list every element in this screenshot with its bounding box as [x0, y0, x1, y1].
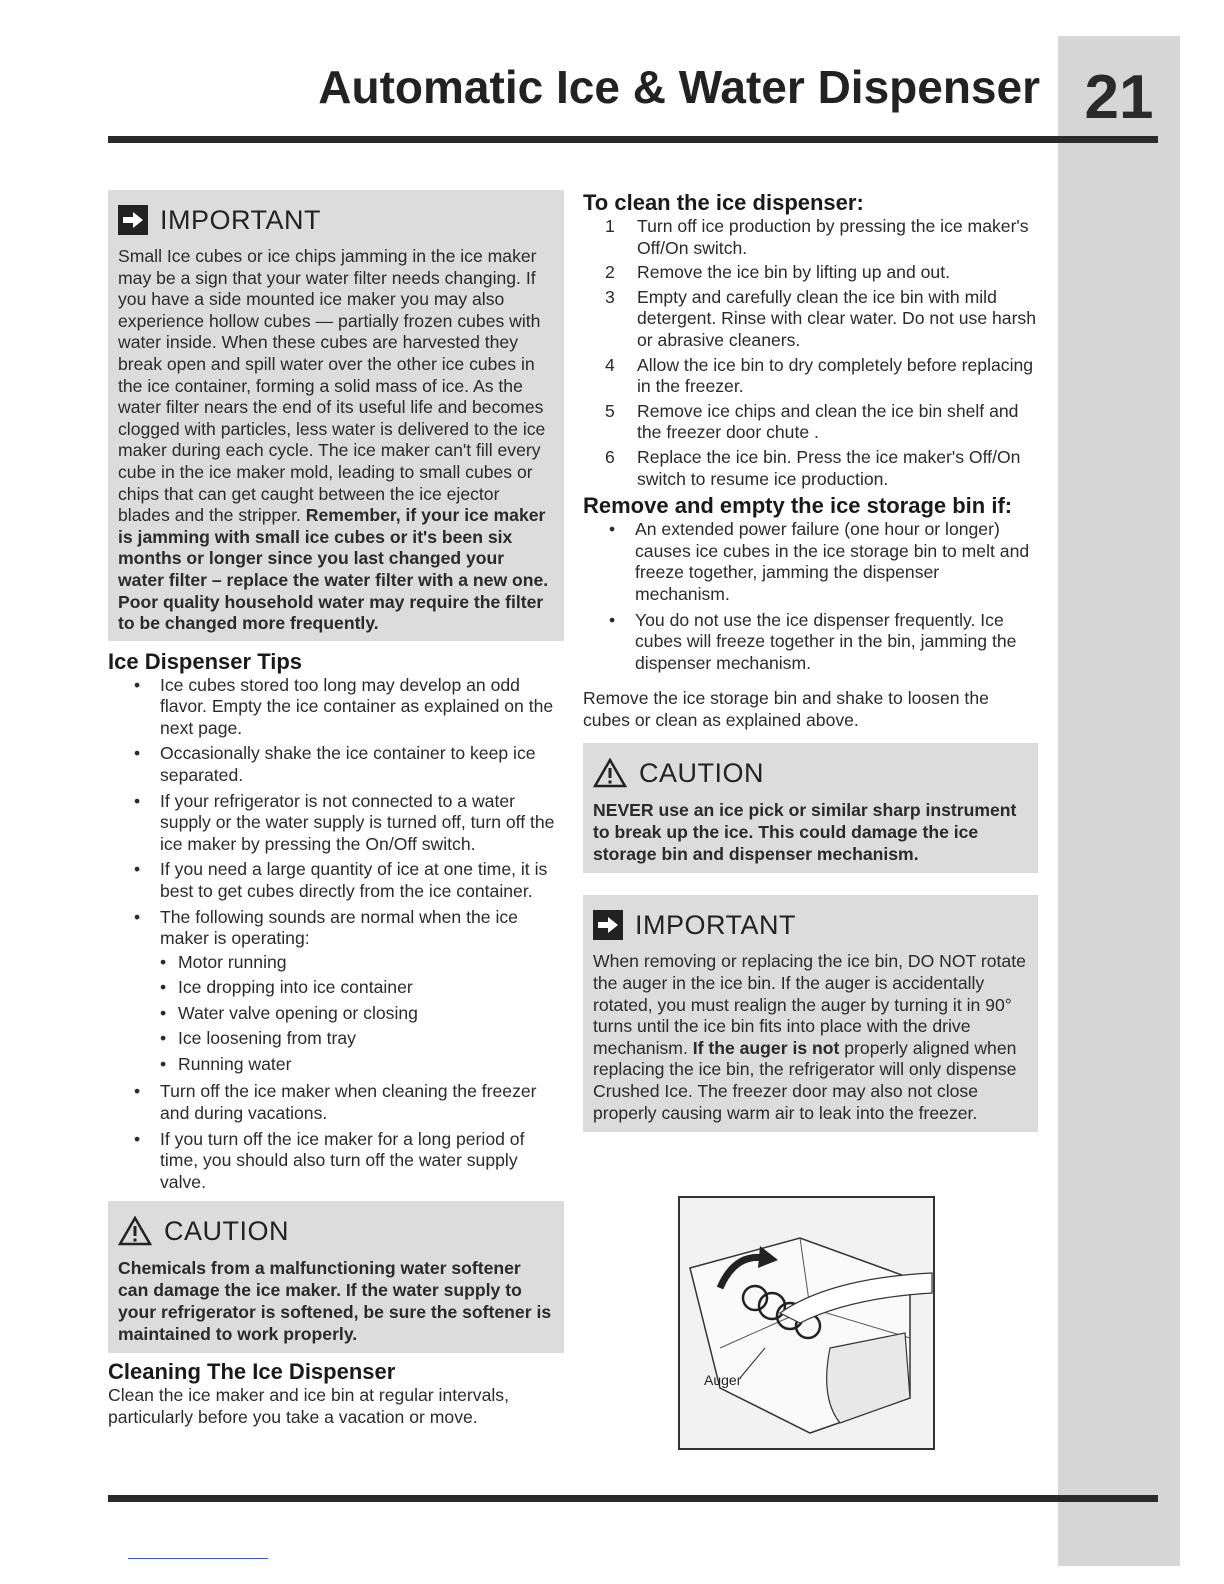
important-box-2-header: [593, 901, 1028, 949]
list-item: • Water valve opening or closing: [160, 1001, 564, 1027]
caution-label: CAUTION: [639, 757, 764, 788]
important-label: IMPORTANT: [635, 909, 797, 940]
warning-icon: [118, 1216, 152, 1246]
important-box-1: [108, 190, 564, 641]
important-box-2-text: When removing or replacing the ice bin, DO NOT rotate the auger in the ice bin. If the auger is accidentally rotated, you must realign the auger by turning it in 90° turns until the ice bin fits into place with the drive mechanism. If the auger is not properly aligned when replacing the ice bin, the refrigerator will only dispense Crushed Ice. The freezer door may also not close properly causing warm air to leak into the freezer.: [593, 951, 1026, 1123]
page-title: Automatic Ice & Water Dispenser: [318, 61, 1040, 113]
list-item: 3 Empty and carefully clean the ice bin with mild detergent. Rinse with clear water. Do not use harsh or abrasive cleaners.: [605, 286, 1037, 350]
cleaning-heading: Cleaning The Ice Dispenser: [108, 1359, 396, 1385]
tips-list: [108, 675, 564, 1194]
list-item: • If you need a large quantity of ice at one time, it is best to get cubes directly from the ice container.: [134, 859, 564, 902]
auger-label: Auger: [704, 1372, 742, 1388]
list-item: 6 Replace the ice bin. Press the ice maker's Off/On switch to resume ice production.: [605, 446, 1021, 489]
list-item: 1 Turn off ice production by pressing the ice maker's Off/On switch.: [605, 216, 1029, 258]
caution-box-1: [108, 1201, 564, 1353]
list-item: • Turn off the ice maker when cleaning the freezer and during vacations.: [134, 1081, 564, 1124]
list-item: 4 Allow the ice bin to dry completely before replacing in the freezer.: [605, 354, 1034, 397]
remove-bin-heading: Remove and empty the ice storage bin if:: [583, 493, 1013, 519]
arrow-right-icon: [593, 910, 623, 940]
list-item: • If your refrigerator is not connected to a water supply or the water supply is turned off, turn off the ice maker by pressing the On/Off switch.: [134, 791, 564, 856]
warning-icon: [593, 758, 627, 788]
remove-bin-list: [583, 519, 1038, 674]
cleaning-text: Clean the ice maker and ice bin at regular intervals, particularly before you take a vacation or move.: [108, 1385, 509, 1427]
top-rule: [108, 136, 1158, 143]
list-item: • Running water: [160, 1052, 564, 1078]
list-item: 2 Remove the ice bin by lifting up and out.: [605, 262, 950, 283]
caution-box-1-text: Chemicals from a malfunctioning water softener can damage the ice maker. If the water supply to your refrigerator is softened, be sure the softener is maintained to work properly.: [118, 1258, 552, 1345]
auger-illustration: [678, 1196, 935, 1450]
important-box-1-header: [118, 196, 554, 244]
caution-box-2-text: NEVER use an ice pick or similar sharp instrument to break up the ice. This could damage the ice storage bin and dispenser mechanism.: [593, 800, 1017, 865]
arrow-right-icon: [118, 205, 148, 235]
page-number: 21: [1084, 63, 1154, 132]
caution-box-2: [583, 743, 1038, 873]
list-item: • Ice loosening from tray: [160, 1026, 564, 1052]
caution-box-1-header: [118, 1207, 554, 1255]
list-item: • Motor running: [160, 950, 564, 976]
important-box-1-text: Small Ice cubes or ice chips jamming in the ice maker may be a sign that your water filter needs changing. If you have a side mounted ice maker you may also experience hollow cubes — partially frozen cubes with water inside. When these cubes are harvested they break open and spill water over the other ice cubes in the ice container, forming a solid mass of ice. As the water filter nears the end of its useful life and becomes clogged with particles, less water is delivered to the ice maker during each cycle. The ice maker can't fill every cube in the ice maker mold, leading to small cubes or chips that can get caught between the ice ejector blades and the stripper. Remember, if your ice maker is jamming with small ice cubes or it's been six months or longer since you last changed your water filter – replace the water filter with a new one. Poor quality household water may require the filter to be changed more frequently.: [118, 246, 549, 634]
sounds-list: [160, 950, 564, 1078]
list-item: • Occasionally shake the ice container to keep ice separated.: [134, 743, 564, 786]
list-item: 5 Remove ice chips and clean the ice bin shelf and the freezer door chute .: [605, 400, 1019, 443]
list-item: • The following sounds are normal when the ice maker is operating: • Motor running • Ice dropping into ice container • Water valve opening or closing • Ice loosening from tray • Running water: [134, 907, 564, 1078]
important-box-2: [583, 895, 1038, 1132]
left-column: [108, 190, 564, 1428]
list-item: • You do not use the ice dispenser frequently. Ice cubes will freeze together in the bin, jamming the dispenser mechanism.: [609, 610, 1038, 675]
bottom-rule: [108, 1495, 1158, 1502]
caution-label: CAUTION: [164, 1215, 289, 1246]
list-item: • Ice dropping into ice container: [160, 975, 564, 1001]
clean-steps-list: [583, 216, 1038, 490]
caution-box-2-header: [593, 749, 1028, 797]
list-item: • An extended power failure (one hour or longer) causes ice cubes in the ice storage bin to melt and freeze together, jamming the dispenser mechanism.: [609, 519, 1038, 605]
tips-heading: Ice Dispenser Tips: [108, 648, 303, 674]
right-column: [583, 190, 1038, 1132]
page-side-tab: [1058, 36, 1180, 1566]
list-item: • If you turn off the ice maker for a long period of time, you should also turn off the water supply valve.: [134, 1129, 564, 1194]
footer-line: [128, 1558, 268, 1559]
remove-bin-after: Remove the ice storage bin and shake to loosen the cubes or clean as explained above.: [583, 688, 989, 730]
important-box-1-bold: Remember, if your ice maker is jamming with small ice cubes or it's been six months or longer since you last changed your water filter – replace the water filter with a new one. Poor quality household water may require the filter to be changed more frequently.: [118, 505, 549, 634]
list-item: • Ice cubes stored too long may develop an odd flavor. Empty the ice container as explained on the next page.: [134, 675, 564, 740]
ice-bin-drawing: [680, 1198, 933, 1448]
clean-dispenser-heading: To clean the ice dispenser:: [583, 190, 864, 215]
important-label: IMPORTANT: [160, 204, 322, 235]
